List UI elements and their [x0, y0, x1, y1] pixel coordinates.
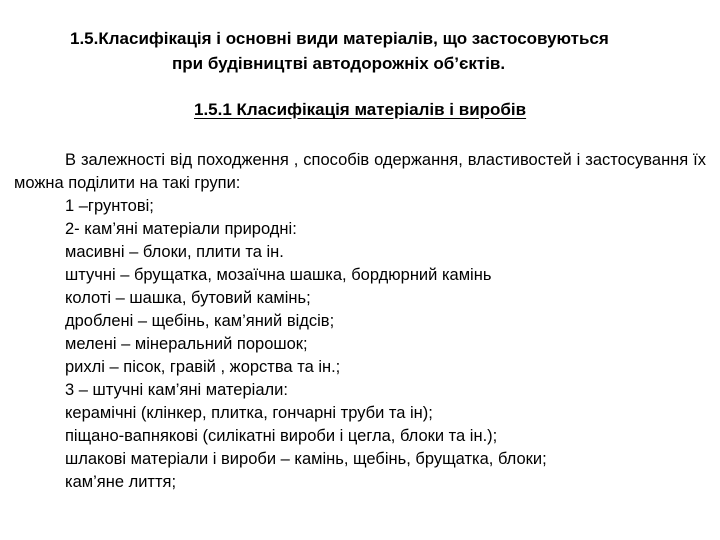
list-item: рихлі – пісок, гравій , жорства та ін.; — [65, 358, 341, 376]
list-item: колоті – шашка, бутовий камінь; — [65, 289, 311, 307]
list-item: масивні – блоки, плити та ін. — [65, 243, 284, 261]
list-item: мелені – мінеральний порошок; — [65, 335, 308, 353]
intro-paragraph: В залежності від походження , способів одержання, властивостей і застосування їх можна поділити на такі групи: — [14, 151, 706, 192]
list-item: кам’яне лиття; — [65, 473, 177, 491]
list-item: дроблені – щебінь, кам’яний відсів; — [65, 312, 335, 330]
list-item: 3 – штучні кам’яні матеріали: — [65, 381, 288, 399]
heading-line-1: 1.5.Класифікація і основні види матеріалів, що застосовуються — [70, 29, 609, 48]
classification-list — [65, 195, 547, 494]
list-item: шлакові матеріали і вироби – камінь, щебінь, брущатка, блоки; — [65, 450, 547, 468]
subheading: 1.5.1 Класифікація матеріалів і виробів — [194, 100, 527, 119]
list-item: 1 –грунтові; — [65, 197, 154, 215]
list-item: піщано-вапнякові (силікатні вироби і цегла, блоки та ін.); — [65, 427, 498, 445]
list-item: штучні – брущатка, мозаїчна шашка, бордюрний камінь — [65, 266, 492, 284]
heading-line-2: при будівництві автодорожніх об’єктів. — [172, 54, 506, 73]
list-item: керамічні (клінкер, плитка, гончарні труби та ін); — [65, 404, 433, 422]
list-item: 2- кам’яні матеріали природні: — [65, 220, 297, 238]
